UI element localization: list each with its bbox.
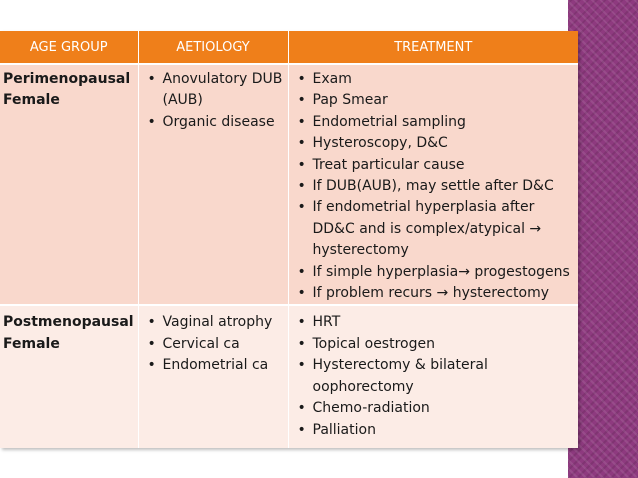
list-item: • If endometrial hyperplasia after DD&C and is complex/atypical → hysterectomy <box>293 197 575 261</box>
age-group-cell <box>0 305 138 448</box>
aetiology-cell <box>138 64 288 305</box>
header-age-group: AGE GROUP <box>0 31 138 64</box>
treatment-list <box>293 69 575 304</box>
table-row <box>0 64 578 305</box>
treatment-list <box>293 312 575 440</box>
list-item: • Vaginal atrophy <box>143 312 284 333</box>
treatment-table <box>0 31 578 448</box>
list-item: • Hysterectomy & bilateral oophorectomy <box>293 355 575 398</box>
aetiology-cell <box>138 305 288 448</box>
list-item: • Palliation <box>293 420 575 441</box>
list-item: • Pap Smear <box>293 90 575 111</box>
header-treatment: TREATMENT <box>288 31 578 64</box>
list-item: • Hysteroscopy, D&C <box>293 133 575 154</box>
list-item: • Endometrial ca <box>143 355 284 376</box>
header-aetiology: AETIOLOGY <box>138 31 288 64</box>
age-group-line: Postmenopausal <box>3 314 134 331</box>
list-item: • Exam <box>293 69 575 90</box>
list-item: • If DUB(AUB), may settle after D&C <box>293 176 575 197</box>
list-item: • HRT <box>293 312 575 333</box>
age-group-line: Perimenopausal <box>3 71 131 87</box>
decorative-side-band <box>568 0 638 478</box>
list-item: • Cervical ca <box>143 334 284 355</box>
aetiology-list <box>143 312 284 376</box>
age-group-line: Female <box>3 92 60 109</box>
list-item: • Topical oestrogen <box>293 334 575 355</box>
age-group-cell <box>0 64 138 305</box>
aetiology-list <box>143 69 284 133</box>
table-header-row <box>0 31 578 64</box>
list-item: • If problem recurs → hysterectomy <box>293 283 575 304</box>
table-row <box>0 305 578 448</box>
list-item: • Treat particular cause <box>293 155 575 176</box>
treatment-cell <box>288 305 578 448</box>
list-item: • Chemo-radiation <box>293 398 575 419</box>
treatment-cell <box>288 64 578 305</box>
list-item: • Endometrial sampling <box>293 112 575 133</box>
list-item: • Organic disease <box>143 112 284 133</box>
list-item: • If simple hyperplasia→ progestogens <box>293 262 575 283</box>
age-group-line: Female <box>3 335 60 352</box>
list-item: • Anovulatory DUB (AUB) <box>143 69 284 112</box>
